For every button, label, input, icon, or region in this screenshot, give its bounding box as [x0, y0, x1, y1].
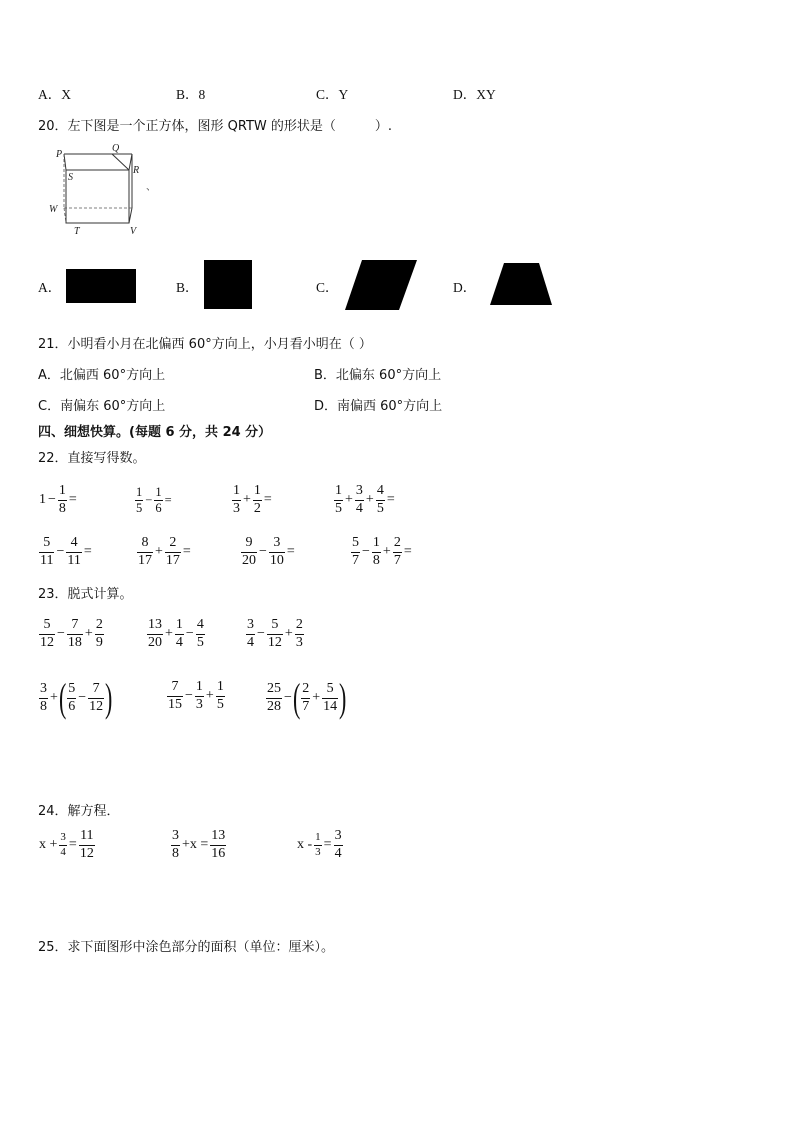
q21-option-b[interactable]: B．北偏东 60°方向上	[314, 368, 442, 383]
operator: +x =	[182, 837, 209, 853]
q24-equation	[170, 829, 227, 861]
vertex-v-label: V	[130, 226, 137, 237]
fraction: $\frac{3}{4}$	[60, 831, 66, 858]
shape-rectangle[interactable]	[66, 269, 136, 303]
q22-expression	[134, 486, 173, 515]
vertex-r-label: R	[133, 165, 140, 176]
q24-equation	[38, 829, 96, 861]
fraction: $\frac{1}{6}$	[155, 485, 162, 516]
shape-square[interactable]	[204, 260, 252, 309]
shape-trapezoid[interactable]	[489, 262, 553, 306]
operator: +	[365, 492, 374, 508]
q20-option-b-label[interactable]: B．	[176, 280, 199, 295]
fraction: $\frac{25}{28}$	[267, 680, 281, 714]
vertex-p-label: P	[56, 149, 63, 160]
q19-option-d[interactable]: D．XY	[453, 87, 496, 102]
fraction: $\frac{3}{4}$	[334, 828, 342, 861]
fraction: $\frac{1}{3}$	[233, 483, 240, 516]
fraction: $\frac{2}{9}$	[95, 617, 103, 650]
q21-option-a[interactable]: A．北偏西 60°方向上	[38, 368, 166, 383]
operator: =	[323, 837, 332, 853]
vertex-w-label: W	[49, 204, 58, 215]
operator: =	[263, 492, 272, 508]
operator: −	[145, 493, 153, 508]
operator: x +	[39, 837, 58, 853]
q22-expression	[350, 536, 413, 568]
q19-option-a[interactable]: A．X	[38, 87, 71, 102]
q23-expression	[38, 618, 105, 650]
q24-question-text: 24．解方程．	[38, 804, 120, 819]
fraction: $\frac{1}{8}$	[372, 535, 380, 568]
fraction: $\frac{1}{5}$	[335, 483, 342, 516]
q22-expression	[38, 484, 78, 516]
fraction: $\frac{3}{8}$	[172, 828, 179, 861]
q23-expression	[146, 618, 206, 650]
operator: +	[165, 626, 173, 642]
operator: =	[286, 544, 295, 560]
operator: +	[345, 492, 353, 508]
q20-option-c-label[interactable]: C．	[316, 280, 339, 295]
operator: =	[386, 492, 395, 508]
q22-expression	[136, 536, 192, 568]
operator: −	[56, 544, 65, 560]
operator: +	[312, 690, 321, 705]
q23-expression	[166, 680, 226, 712]
operator: =	[68, 492, 77, 508]
fraction: $\frac{3}{10}$	[269, 535, 284, 568]
operator: =	[164, 493, 172, 508]
operator: −	[78, 690, 87, 705]
operator: =	[182, 544, 191, 560]
operator: =	[83, 544, 92, 560]
operator: −	[48, 492, 56, 508]
left-parenthesis: (	[58, 675, 67, 720]
fraction: $\frac{8}{17}$	[138, 535, 152, 568]
fraction: $\frac{11}{12}$	[79, 828, 94, 861]
operator: =	[68, 837, 77, 853]
q23-expression	[245, 618, 305, 650]
fraction: $\frac{4}{11}$	[67, 535, 81, 568]
fraction: $\frac{4}{5}$	[376, 483, 384, 516]
q21-option-d[interactable]: D．南偏西 60°方向上	[314, 399, 443, 414]
operator: +	[243, 492, 251, 508]
operator: −	[259, 544, 267, 560]
operator: −	[284, 690, 292, 705]
q21-question-text: 21．小明看小月在北偏西 60°方向上，小月看小明在（ ）	[38, 337, 372, 352]
fraction: $\frac{1}{5}$	[136, 485, 143, 516]
fraction: $\frac{2}{3}$	[295, 617, 303, 650]
fraction: $\frac{1}{2}$	[253, 483, 261, 516]
q20-option-a-label[interactable]: A．	[38, 280, 62, 295]
q20-question-text: 20．左下图是一个正方体，图形 QRTW 的形状是（ ）.	[38, 119, 393, 134]
operator: +	[155, 544, 163, 560]
q21-option-c[interactable]: C．南偏东 60°方向上	[38, 399, 166, 414]
operator: +	[84, 626, 93, 642]
right-parenthesis: )	[339, 675, 347, 720]
operator: +	[50, 690, 58, 705]
operator: −	[185, 626, 194, 642]
fraction: $\frac{2}{17}$	[165, 535, 180, 568]
q25-question-text: 25．求下面图形中涂色部分的面积（单位：厘米）。	[38, 940, 335, 955]
fraction: $\frac{7}{12}$	[89, 680, 104, 714]
right-parenthesis: )	[105, 675, 113, 720]
q22-expression	[38, 536, 93, 568]
stray-mark: 、	[146, 182, 156, 193]
operator: =	[403, 544, 412, 560]
fraction: $\frac{13}{16}$	[211, 828, 226, 861]
operator: +	[205, 688, 214, 704]
q19-option-b[interactable]: B．8	[176, 87, 206, 102]
q23-question-text: 23．脱式计算。	[38, 587, 133, 602]
operator: 1	[39, 492, 46, 508]
operator: +	[382, 544, 391, 560]
operator: −	[362, 544, 370, 560]
q23-expression	[265, 675, 347, 720]
q22-expression	[240, 536, 296, 568]
vertex-t-label: T	[74, 226, 80, 237]
fraction: $\frac{3}{8}$	[40, 680, 47, 714]
q19-option-c[interactable]: C．Y	[316, 87, 349, 102]
fraction: $\frac{2}{7}$	[302, 680, 310, 714]
fraction: $\frac{13}{20}$	[148, 617, 162, 650]
operator: −	[185, 688, 193, 704]
fraction: $\frac{2}{7}$	[393, 535, 401, 568]
left-parenthesis: (	[292, 675, 301, 720]
fraction: $\frac{1}{5}$	[216, 679, 224, 712]
fraction: $\frac{5}{12}$	[40, 617, 54, 650]
q20-option-d-label[interactable]: D．	[453, 280, 477, 295]
operator: −	[57, 626, 65, 642]
fraction: $\frac{3}{4}$	[247, 617, 254, 650]
vertex-q-label: Q	[112, 143, 120, 154]
fraction: $\frac{1}{4}$	[175, 617, 183, 650]
section-heading: 四、细想快算。(每题 6 分，共 24 分）	[38, 425, 272, 440]
operator: −	[257, 626, 265, 642]
fraction: $\frac{5}{11}$	[40, 535, 54, 568]
fraction: $\frac{1}{3}$	[315, 831, 321, 858]
cube-figure	[44, 140, 159, 240]
fraction: $\frac{9}{20}$	[242, 535, 256, 568]
fraction: $\frac{5}{14}$	[323, 680, 338, 714]
fraction: $\frac{1}{8}$	[58, 483, 66, 516]
fraction: $\frac{5}{12}$	[267, 617, 282, 650]
vertex-s-label: S	[68, 172, 73, 183]
fraction: $\frac{7}{15}$	[168, 679, 182, 712]
q22-expression	[231, 484, 273, 516]
fraction: $\frac{3}{4}$	[355, 483, 363, 516]
q22-expression	[333, 484, 396, 516]
q22-question-text: 22．直接写得数。	[38, 451, 146, 466]
fraction: $\frac{5}{6}$	[68, 680, 76, 714]
q23-expression	[38, 675, 113, 720]
q24-equation	[296, 829, 344, 861]
fraction: $\frac{7}{18}$	[67, 617, 82, 650]
shape-parallelogram[interactable]	[344, 259, 418, 311]
fraction: $\frac{1}{3}$	[195, 679, 203, 712]
operator: +	[284, 626, 293, 642]
fraction: $\frac{4}{5}$	[196, 617, 204, 650]
fraction: $\frac{5}{7}$	[352, 535, 359, 568]
operator: x -	[297, 837, 313, 853]
